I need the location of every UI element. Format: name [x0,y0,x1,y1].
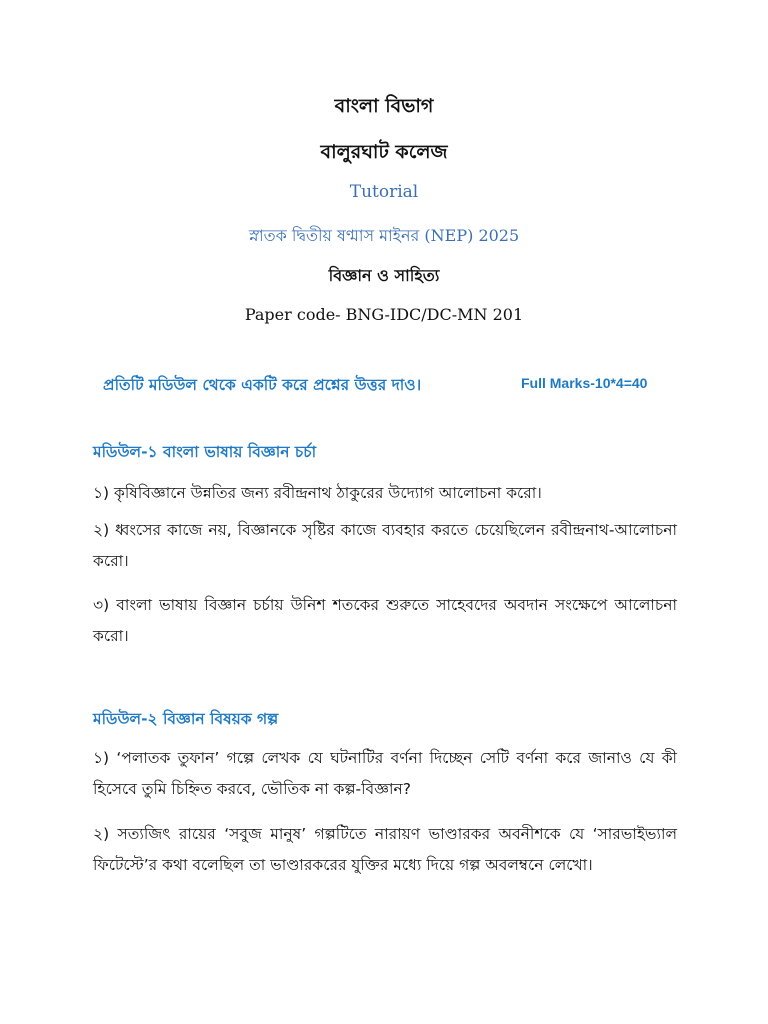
instruction-text: প্রতিটি মডিউল থেকে একটি করে প্রশ্নের উত্তর দাও। [103,376,422,394]
module-2-heading: মডিউল-২ বিজ্ঞান বিষয়ক গল্প [93,710,279,728]
module-1-question-3: ৩) বাংলা ভাষায় বিজ্ঞান চর্চায় উনিশ শতকের শুরুতে সাহেবদের অবদান সংক্ষেপে আলোচনা করো। [93,596,677,645]
paper-code: Paper code- BNG-IDC/DC-MN 201 [244,305,524,324]
module-2-question-2: ২) সত্যজিৎ রায়ের ‘সবুজ মানুষ’ গল্পটিতে নারায়ণ ভাণ্ডারকর অবনীশকে যে ‘সারভাইভ্যাল ফিটেস্টে’র কথা বলেছিল তা ভাণ্ডারকরের যুক্তির মধ্যে দিয়ে গল্প অবলম্বনে লেখো। [93,825,677,874]
module-1-question-2: ২) ধ্বংসের কাজে নয়, বিজ্ঞানকে সৃষ্টির কাজে ব্যবহার করতে চেয়েছিলেন রবীন্দ্রনাথ-আলোচনা করো। [93,521,677,570]
instruction-row [103,373,703,397]
tutorial-label: Tutorial [349,182,419,202]
module-1-question-1: ১) কৃষিবিজ্ঞানে উন্নতির জন্য রবীন্দ্রনাথ ঠাকুরের উদ্যোগ আলোচনা করো। [93,484,542,502]
semester-line: স্নাতক দ্বিতীয় ষণ্মাস মাইনর (NEP) 2025 [248,226,520,245]
subject-title: বিজ্ঞান ও সাহিত্য [328,266,440,285]
module-2-question-1: ১) ‘পলাতক তুফান’ গল্পে লেখক যে ঘটনাটির বর্ণনা দিচ্ছেন সেটি বর্ণনা করে জানাও যে কী হিসেবে তুমি চিহ্নিত করবে, ভৌতিক না কল্প-বিজ্ঞান? [93,749,677,798]
module-1-heading: মডিউল-১ বাংলা ভাষায় বিজ্ঞান চর্চা [93,443,317,461]
college-name: বালুরঘাট কলেজ [320,141,448,163]
full-marks: Full Marks-10*4=40 [521,375,648,391]
department-title: বাংলা বিভাগ [334,95,434,117]
